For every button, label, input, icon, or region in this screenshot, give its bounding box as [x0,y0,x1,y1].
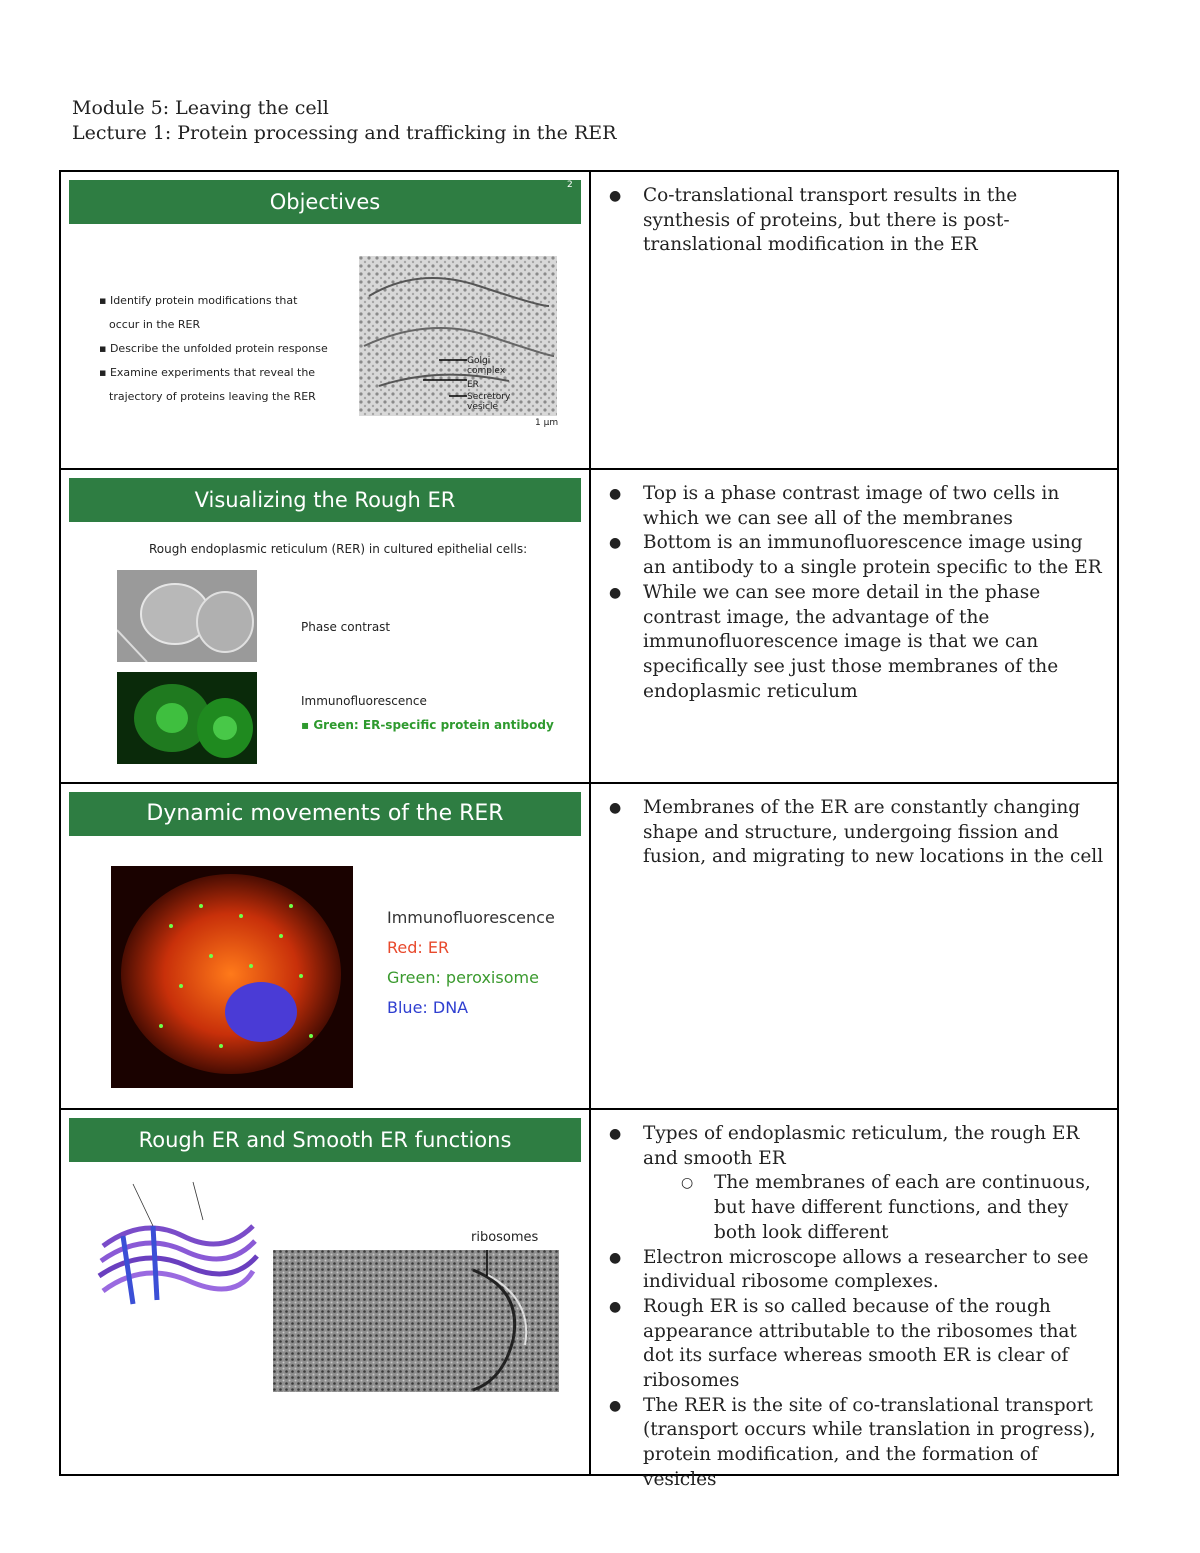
slide-subtitle: Rough endoplasmic reticulum (RER) in cultured epithelial cells: [149,542,528,556]
micrograph-label-golgi: Golgi complex [467,356,506,376]
scale-bar-label: 1 μm [535,418,559,428]
objective-bullet: ▪ Identify protein modifications that [99,294,298,307]
notes-cell [609,184,1109,258]
notes-cell [609,1122,1109,1493]
slide-thumbnail [61,1110,589,1474]
table-row [61,782,1117,1108]
phase-contrast-image [117,570,257,662]
electron-micrograph [359,256,557,416]
er-electron-micrograph [273,1250,559,1392]
notes-cell [609,796,1109,870]
note-bullet: ● Membranes of the ER are constantly changing shape and structure, undergoing fission and fusion, and migrating to new locations in the cell [609,796,1109,870]
objective-bullet: ▪ Examine experiments that reveal the [99,366,316,379]
slide-title: Dynamic movements of the RER [69,792,581,836]
slide-thumbnail [61,470,589,782]
immunofluorescence-image [117,672,257,764]
note-bullet: ● Bottom is an immunofluorescence image using an antibody to a single protein specific to the ER [609,531,1109,580]
objective-bullet-cont: trajectory of proteins leaving the RER [109,390,316,403]
note-bullet: ● Electron microscope allows a researcher to see individual ribosome complexes. [609,1246,1109,1295]
slide-number: 2 [567,180,573,190]
slide-title: Objectives [69,180,581,224]
slide-title: Rough ER and Smooth ER functions [69,1118,581,1162]
note-sub-bullet: ○ The membranes of each are continuous, but have different functions, and they both look different [609,1171,1109,1245]
green-antibody-label: ▪ Green: ER-specific protein antibody [301,718,554,732]
objective-bullet: ▪ Describe the unfolded protein response [99,342,328,355]
slide-thumbnail [61,784,589,1108]
ribosomes-label: ribosomes [471,1230,539,1245]
notes-cell [609,482,1109,704]
micrograph-label-er: ER [467,380,479,390]
note-bullet: ● Types of endoplasmic reticulum, the rough ER and smooth ER [609,1122,1109,1171]
micrograph-label-vesicle: Secretory vesicle [467,392,511,412]
table-row [61,1108,1117,1490]
legend-red: Red: ER [387,938,450,957]
notes-table [59,170,1119,1490]
note-bullet: ● The RER is the site of co-translational transport (transport occurs while translation in progress), protein modification, and the formation of vesicles [609,1394,1109,1493]
er-3d-illustration [93,1176,259,1308]
legend-blue: Blue: DNA [387,998,469,1017]
note-bullet: ● Top is a phase contrast image of two cells in which we can see all of the membranes [609,482,1109,531]
legend-title: Immunofluorescence [387,908,555,927]
slide-thumbnail [61,172,589,468]
objective-bullet-cont: occur in the RER [109,318,201,331]
lecture-title: Lecture 1: Protein processing and trafficking in the RER [72,122,617,144]
note-bullet: ● While we can see more detail in the phase contrast image, the advantage of the immunofluorescence image is that we can specifically see just those membranes of the endoplasmic reticulum [609,581,1109,705]
table-row [61,468,1117,782]
table-row [61,172,1117,468]
note-bullet: ● Rough ER is so called because of the rough appearance attributable to the ribosomes that dot its surface whereas smooth ER is clear of ribosomes [609,1295,1109,1394]
er-fluorescence-image [111,866,353,1088]
phase-contrast-label: Phase contrast [301,620,391,634]
module-title: Module 5: Leaving the cell [72,97,329,119]
slide-title: Visualizing the Rough ER [69,478,581,522]
note-bullet: ● Co-translational transport results in the synthesis of proteins, but there is post-translational modification in the ER [609,184,1109,258]
immunofluorescence-label: Immunofluorescence [301,694,427,708]
legend-green: Green: peroxisome [387,968,539,987]
